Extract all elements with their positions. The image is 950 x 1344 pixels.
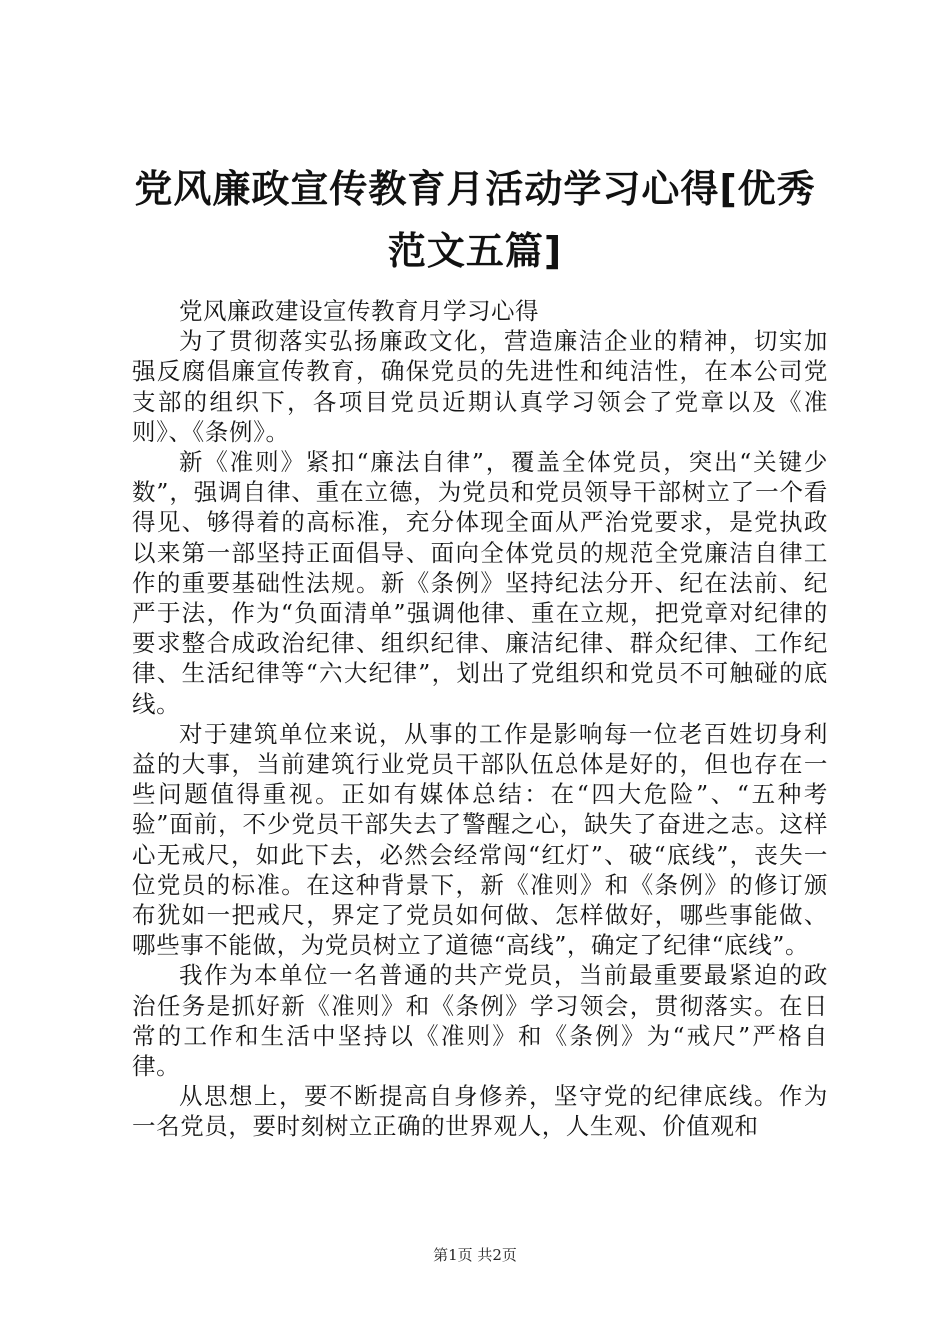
paragraph: 新《准则》紧扣“廉法自律”，覆盖全体党员，突出“关键少数”，强调自律、重在立德，为党员和党员领导干部树立了一个看得见、够得着的高标准，充分体现全面从严治党要求，是党执政以来第一部坚持正面倡导、面向全体党员的规范全党廉洁自律工作的重要基础性法规。新《条例》坚持纪法分开、纪在法前、纪严于法，作为“负面清单”强调他律、重在立规，把党章对纪律的要求整合成政治纪律、组织纪律、廉洁纪律、群众纪律、工作纪律、生活纪律等“六大纪律”，划出了党组织和党员不可触碰的底线。 [132,448,828,718]
document-subtitle: 党风廉政建设宣传教育月学习心得 [179,297,539,325]
document-title: 党风廉政宣传教育月活动学习心得[优秀范文五篇] [134,167,816,273]
page-footer: 第1页 共2页 [433,1246,517,1264]
paragraph: 我作为本单位一名普通的共产党员，当前最重要最紧迫的政治任务是抓好新《准则》和《条例》学习领会，贯彻落实。在日常的工作和生活中坚持以《准则》和《条例》为“戒尺”严格自律。 [132,961,828,1081]
paragraph: 为了贯彻落实弘扬廉政文化，营造廉洁企业的精神，切实加强反腐倡廉宣传教育，确保党员的先进性和纯洁性，在本公司党支部的组织下，各项目党员近期认真学习领会了党章以及《准则》、《条例》。 [132,327,828,446]
paragraph: 对于建筑单位来说，从事的工作是影响每一位老百姓切身利益的大事，当前建筑行业党员干部队伍总体是好的，但也存在一些问题值得重视。正如有媒体总结：在“四大危险”、“五种考验”面前，不少党员干部失去了警醒之心，缺失了奋进之志。这样心无戒尺，如此下去，必然会经常闯“红灯”、破“底线”，丧失一位党员的标准。在这种背景下，新《准则》和《条例》的修订颁布犹如一把戒尺，界定了党员如何做、怎样做好，哪些事能做、哪些事不能做，为党员树立了道德“高线”，确定了纪律“底线”。 [132,719,828,960]
paragraph: 从思想上，要不断提高自身修养，坚守党的纪律底线。作为一名党员，要时刻树立正确的世界观人，人生观、价值观和 [132,1082,828,1141]
document-body [132,296,828,1142]
